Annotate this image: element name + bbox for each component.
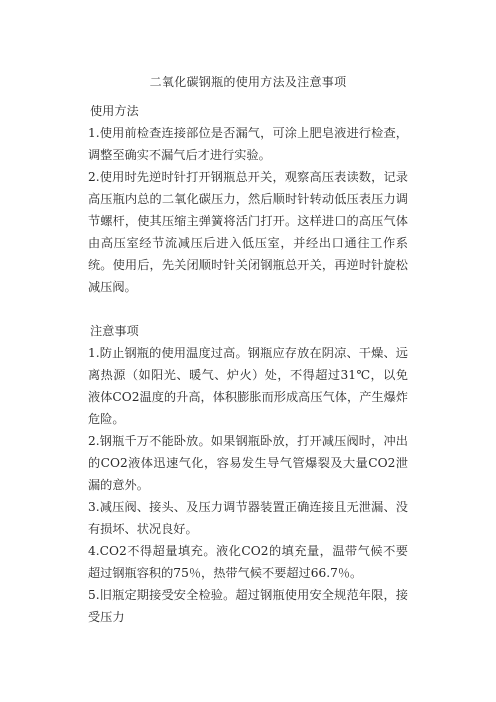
paragraph: 1.防止钢瓶的使用温度过高。钢瓶应存放在阴凉、干燥、远离热源（如阳光、暖气、炉火）处，不得超过31℃，以免液体CO2温度的升高，体积膨胀而形成高压气体，产生爆炸危险。 (88, 346, 408, 426)
paragraph: 5.旧瓶定期接受安全检验。超过钢瓶使用安全规范年限，接受压力 (88, 588, 408, 624)
paragraph: 1.使用前检查连接部位是否漏气，可涂上肥皂液进行检查，调整至确实不漏气后才进行实验。 (88, 126, 408, 162)
paragraph: 4.CO2不得超量填充。液化CO2的填充量，温带气候不要超过钢瓶容积的75％，热带气候不要超过66.7％。 (88, 544, 408, 580)
section-heading-precautions: 注意事项 (90, 324, 139, 338)
document-body (88, 100, 408, 628)
paragraph: 3.减压阀、接头、及压力调节器装置正确连接且无泄漏、没有损坏、状况良好。 (88, 500, 408, 536)
paragraph: 2.钢瓶千万不能卧放。如果钢瓶卧放，打开减压阀时，冲出的CO2液体迅速气化，容易发生导气管爆裂及大量CO2泄漏的意外。 (88, 434, 408, 492)
section-spacer (88, 298, 408, 320)
paragraph: 2.使用时先逆时针打开钢瓶总开关，观察高压表读数，记录高压瓶内总的二氧化碳压力，然后顺时针转动低压表压力调节螺杆，使其压缩主弹簧将活门打开。这样进口的高压气体由高压室经节流减压后进入低压室，并经出口通往工作系统。使用后，先关闭顺时针关闭钢瓶总开关，再逆时针旋松减压阀。 (88, 170, 408, 294)
document-title: 二氧化碳钢瓶的使用方法及注意事项 (149, 75, 347, 89)
section-heading-usage: 使用方法 (90, 104, 139, 118)
